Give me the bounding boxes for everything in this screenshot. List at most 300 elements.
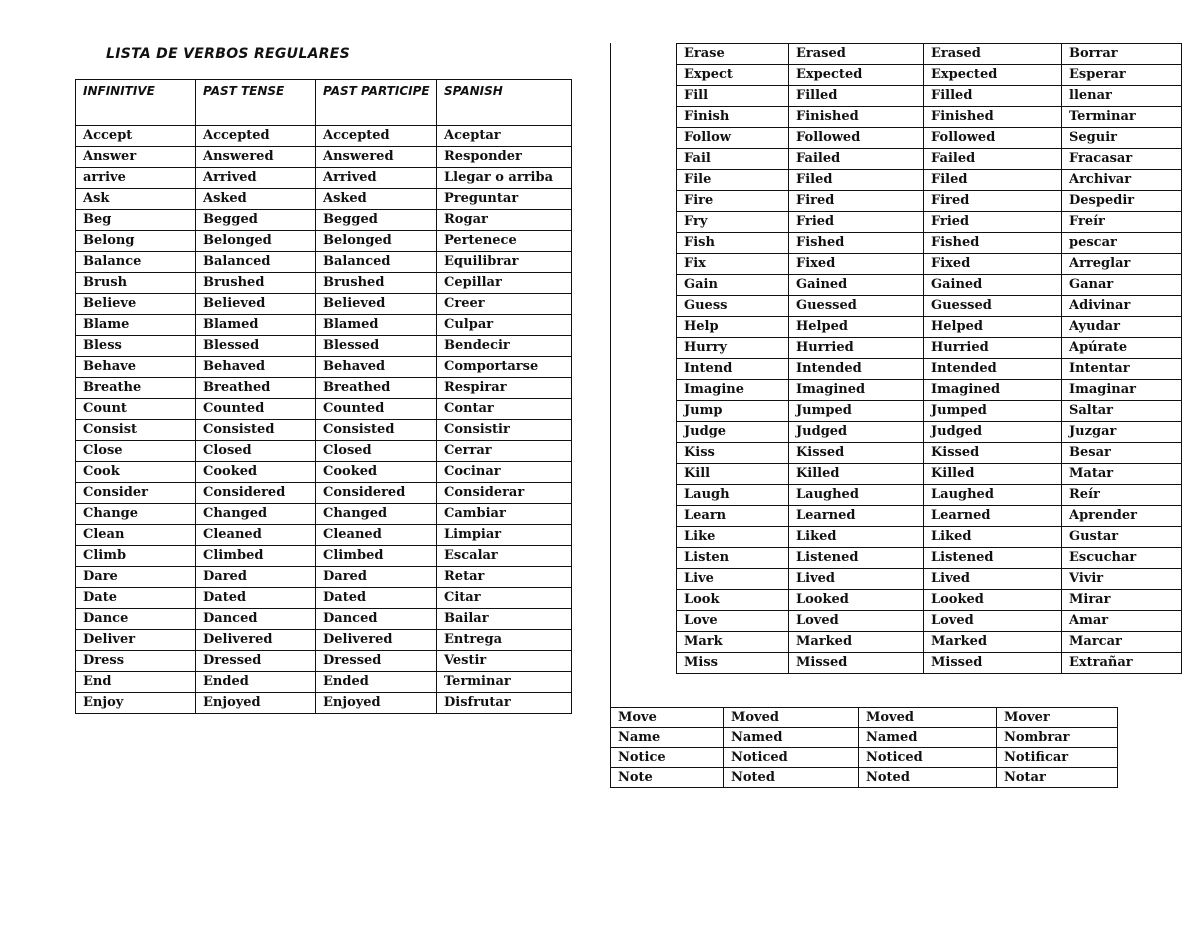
cell-infinitive: Live	[677, 569, 789, 590]
cell-infinitive: Kill	[677, 464, 789, 485]
cell-spanish: Retar	[437, 567, 572, 588]
cell-past-tense: Finished	[789, 107, 924, 128]
cell-spanish: Arreglar	[1062, 254, 1182, 275]
table-row	[76, 252, 572, 273]
cell-past-tense: Closed	[196, 441, 316, 462]
cell-past-tense: Accepted	[196, 126, 316, 147]
cell-spanish: Limpiar	[437, 525, 572, 546]
cell-past-participe: Noted	[859, 768, 997, 788]
table-row	[677, 128, 1182, 149]
table-row	[677, 317, 1182, 338]
header-row	[76, 80, 572, 126]
cell-infinitive: Dance	[76, 609, 196, 630]
cell-past-participe: Arrived	[316, 168, 437, 189]
cell-past-participe: Counted	[316, 399, 437, 420]
cell-infinitive: Hurry	[677, 338, 789, 359]
cell-spanish: Seguir	[1062, 128, 1182, 149]
table-row	[611, 708, 1118, 728]
cell-spanish: Apúrate	[1062, 338, 1182, 359]
cell-past-participe: Accepted	[316, 126, 437, 147]
cell-past-participe: Missed	[924, 653, 1062, 674]
cell-past-tense: Intended	[789, 359, 924, 380]
cell-past-participe: Cleaned	[316, 525, 437, 546]
cell-infinitive: Beg	[76, 210, 196, 231]
table-row	[76, 483, 572, 504]
cell-spanish: Saltar	[1062, 401, 1182, 422]
cell-past-participe: Kissed	[924, 443, 1062, 464]
cell-spanish: Escalar	[437, 546, 572, 567]
cell-past-tense: Changed	[196, 504, 316, 525]
cell-past-tense: Ended	[196, 672, 316, 693]
cell-infinitive: arrive	[76, 168, 196, 189]
cell-past-tense: Cleaned	[196, 525, 316, 546]
table-row	[677, 296, 1182, 317]
table-row	[76, 651, 572, 672]
cell-infinitive: Guess	[677, 296, 789, 317]
cell-past-tense: Imagined	[789, 380, 924, 401]
cell-past-tense: Followed	[789, 128, 924, 149]
cell-past-participe: Finished	[924, 107, 1062, 128]
cell-infinitive: Listen	[677, 548, 789, 569]
cell-past-tense: Killed	[789, 464, 924, 485]
cell-infinitive: Breathe	[76, 378, 196, 399]
cell-past-participe: Ended	[316, 672, 437, 693]
cell-infinitive: Follow	[677, 128, 789, 149]
table-row	[677, 359, 1182, 380]
cell-spanish: Culpar	[437, 315, 572, 336]
table-row	[611, 748, 1118, 768]
table-row	[677, 506, 1182, 527]
cell-past-tense: Failed	[789, 149, 924, 170]
cell-past-participe: Judged	[924, 422, 1062, 443]
verbs-table-right	[676, 43, 1182, 674]
cell-infinitive: Notice	[611, 748, 724, 768]
table-row	[76, 294, 572, 315]
table-row	[76, 357, 572, 378]
verbs-table-bottom	[610, 707, 1118, 788]
cell-past-participe: Fired	[924, 191, 1062, 212]
cell-spanish: pescar	[1062, 233, 1182, 254]
cell-past-participe: Moved	[859, 708, 997, 728]
cell-past-participe: Blessed	[316, 336, 437, 357]
verbs-table-left	[75, 79, 572, 714]
cell-past-tense: Asked	[196, 189, 316, 210]
cell-past-participe: Filled	[924, 86, 1062, 107]
cell-infinitive: Clean	[76, 525, 196, 546]
cell-infinitive: Brush	[76, 273, 196, 294]
cell-infinitive: Mark	[677, 632, 789, 653]
cell-past-tense: Belonged	[196, 231, 316, 252]
cell-infinitive: Learn	[677, 506, 789, 527]
cell-infinitive: Dare	[76, 567, 196, 588]
cell-past-participe: Delivered	[316, 630, 437, 651]
cell-spanish: Aprender	[1062, 506, 1182, 527]
cell-spanish: Mirar	[1062, 590, 1182, 611]
table-row	[611, 728, 1118, 748]
cell-infinitive: Blame	[76, 315, 196, 336]
cell-spanish: Notificar	[997, 748, 1118, 768]
cell-past-tense: Jumped	[789, 401, 924, 422]
table-row	[677, 590, 1182, 611]
table-row	[677, 65, 1182, 86]
cell-infinitive: Climb	[76, 546, 196, 567]
cell-past-tense: Fried	[789, 212, 924, 233]
cell-past-tense: Hurried	[789, 338, 924, 359]
cell-spanish: Terminar	[1062, 107, 1182, 128]
cell-spanish: Borrar	[1062, 44, 1182, 65]
cell-past-tense: Learned	[789, 506, 924, 527]
cell-past-participe: Helped	[924, 317, 1062, 338]
table-row	[677, 653, 1182, 674]
cell-infinitive: Fish	[677, 233, 789, 254]
cell-spanish: Creer	[437, 294, 572, 315]
cell-past-tense: Laughed	[789, 485, 924, 506]
cell-infinitive: Dress	[76, 651, 196, 672]
cell-spanish: Juzgar	[1062, 422, 1182, 443]
cell-past-tense: Named	[724, 728, 859, 748]
table-row	[677, 464, 1182, 485]
cell-past-tense: Consisted	[196, 420, 316, 441]
cell-spanish: Responder	[437, 147, 572, 168]
table-row	[677, 443, 1182, 464]
cell-spanish: Gustar	[1062, 527, 1182, 548]
cell-spanish: Marcar	[1062, 632, 1182, 653]
cell-past-tense: Believed	[196, 294, 316, 315]
cell-past-participe: Expected	[924, 65, 1062, 86]
cell-infinitive: File	[677, 170, 789, 191]
cell-past-tense: Fished	[789, 233, 924, 254]
cell-spanish: Vivir	[1062, 569, 1182, 590]
cell-infinitive: Consist	[76, 420, 196, 441]
cell-spanish: Nombrar	[997, 728, 1118, 748]
cell-infinitive: Accept	[76, 126, 196, 147]
cell-infinitive: Help	[677, 317, 789, 338]
cell-spanish: Reír	[1062, 485, 1182, 506]
cell-past-participe: Cooked	[316, 462, 437, 483]
cell-infinitive: Change	[76, 504, 196, 525]
table-row	[677, 233, 1182, 254]
cell-infinitive: Gain	[677, 275, 789, 296]
cell-infinitive: Count	[76, 399, 196, 420]
cell-spanish: llenar	[1062, 86, 1182, 107]
cell-spanish: Intentar	[1062, 359, 1182, 380]
cell-past-tense: Dated	[196, 588, 316, 609]
table-row	[677, 107, 1182, 128]
cell-infinitive: Move	[611, 708, 724, 728]
table-row	[76, 189, 572, 210]
cell-infinitive: Belong	[76, 231, 196, 252]
cell-past-participe: Followed	[924, 128, 1062, 149]
cell-spanish: Llegar o arriba	[437, 168, 572, 189]
table-row	[677, 338, 1182, 359]
column-divider	[610, 43, 611, 707]
cell-infinitive: Like	[677, 527, 789, 548]
table-row	[677, 548, 1182, 569]
cell-spanish: Ayudar	[1062, 317, 1182, 338]
table-row	[611, 768, 1118, 788]
table-row	[677, 401, 1182, 422]
cell-infinitive: Ask	[76, 189, 196, 210]
cell-infinitive: Believe	[76, 294, 196, 315]
cell-infinitive: Laugh	[677, 485, 789, 506]
cell-past-participe: Belonged	[316, 231, 437, 252]
cell-infinitive: Look	[677, 590, 789, 611]
cell-past-tense: Blessed	[196, 336, 316, 357]
cell-spanish: Pertenece	[437, 231, 572, 252]
cell-past-participe: Learned	[924, 506, 1062, 527]
page-title: LISTA DE VERBOS REGULARES	[106, 46, 351, 62]
cell-past-tense: Balanced	[196, 252, 316, 273]
cell-past-tense: Answered	[196, 147, 316, 168]
table-row	[677, 569, 1182, 590]
cell-past-tense: Fixed	[789, 254, 924, 275]
cell-infinitive: Note	[611, 768, 724, 788]
table-row	[76, 504, 572, 525]
cell-past-participe: Listened	[924, 548, 1062, 569]
table-row	[677, 632, 1182, 653]
cell-spanish: Equilibrar	[437, 252, 572, 273]
cell-spanish: Terminar	[437, 672, 572, 693]
cell-past-tense: Moved	[724, 708, 859, 728]
header-past-tense: PAST TENSE	[196, 80, 316, 126]
cell-past-tense: Breathed	[196, 378, 316, 399]
cell-past-participe: Answered	[316, 147, 437, 168]
cell-past-participe: Imagined	[924, 380, 1062, 401]
cell-past-tense: Climbed	[196, 546, 316, 567]
cell-infinitive: Date	[76, 588, 196, 609]
cell-spanish: Amar	[1062, 611, 1182, 632]
cell-past-tense: Counted	[196, 399, 316, 420]
cell-past-participe: Begged	[316, 210, 437, 231]
cell-spanish: Vestir	[437, 651, 572, 672]
cell-past-participe: Dared	[316, 567, 437, 588]
cell-spanish: Aceptar	[437, 126, 572, 147]
cell-past-participe: Looked	[924, 590, 1062, 611]
cell-past-tense: Listened	[789, 548, 924, 569]
cell-past-tense: Enjoyed	[196, 693, 316, 714]
cell-past-participe: Believed	[316, 294, 437, 315]
table-row	[76, 462, 572, 483]
table-row	[677, 485, 1182, 506]
cell-past-participe: Changed	[316, 504, 437, 525]
table-row	[677, 275, 1182, 296]
table-row	[76, 168, 572, 189]
cell-past-tense: Noted	[724, 768, 859, 788]
cell-spanish: Respirar	[437, 378, 572, 399]
cell-past-tense: Dressed	[196, 651, 316, 672]
table-row	[76, 420, 572, 441]
header-infinitive: INFINITIVE	[76, 80, 196, 126]
cell-spanish: Fracasar	[1062, 149, 1182, 170]
cell-past-participe: Failed	[924, 149, 1062, 170]
cell-past-participe: Noticed	[859, 748, 997, 768]
cell-spanish: Citar	[437, 588, 572, 609]
table-row	[677, 170, 1182, 191]
cell-spanish: Escuchar	[1062, 548, 1182, 569]
cell-past-tense: Noticed	[724, 748, 859, 768]
cell-infinitive: Name	[611, 728, 724, 748]
cell-past-participe: Lived	[924, 569, 1062, 590]
table-row	[76, 525, 572, 546]
cell-spanish: Cambiar	[437, 504, 572, 525]
cell-infinitive: Bless	[76, 336, 196, 357]
table-row	[76, 378, 572, 399]
table-row	[76, 630, 572, 651]
cell-spanish: Esperar	[1062, 65, 1182, 86]
cell-past-participe: Hurried	[924, 338, 1062, 359]
cell-past-tense: Behaved	[196, 357, 316, 378]
cell-past-tense: Delivered	[196, 630, 316, 651]
table-row	[76, 567, 572, 588]
cell-infinitive: Finish	[677, 107, 789, 128]
cell-past-tense: Expected	[789, 65, 924, 86]
table-row	[677, 86, 1182, 107]
table-row	[76, 609, 572, 630]
cell-spanish: Matar	[1062, 464, 1182, 485]
cell-past-tense: Kissed	[789, 443, 924, 464]
cell-infinitive: Close	[76, 441, 196, 462]
cell-past-tense: Danced	[196, 609, 316, 630]
table-row	[677, 527, 1182, 548]
cell-past-tense: Gained	[789, 275, 924, 296]
cell-past-tense: Filed	[789, 170, 924, 191]
cell-past-participe: Intended	[924, 359, 1062, 380]
table-row	[677, 254, 1182, 275]
table-row	[76, 546, 572, 567]
table-row	[76, 231, 572, 252]
cell-past-participe: Liked	[924, 527, 1062, 548]
cell-infinitive: Kiss	[677, 443, 789, 464]
cell-infinitive: Cook	[76, 462, 196, 483]
cell-infinitive: Miss	[677, 653, 789, 674]
cell-spanish: Ganar	[1062, 275, 1182, 296]
cell-past-participe: Balanced	[316, 252, 437, 273]
cell-past-participe: Gained	[924, 275, 1062, 296]
cell-past-tense: Liked	[789, 527, 924, 548]
cell-past-participe: Guessed	[924, 296, 1062, 317]
cell-past-participe: Behaved	[316, 357, 437, 378]
table-row	[76, 336, 572, 357]
cell-spanish: Considerar	[437, 483, 572, 504]
cell-spanish: Bendecir	[437, 336, 572, 357]
cell-past-tense: Cooked	[196, 462, 316, 483]
cell-infinitive: Love	[677, 611, 789, 632]
cell-infinitive: Fry	[677, 212, 789, 233]
table-row	[76, 441, 572, 462]
cell-spanish: Imaginar	[1062, 380, 1182, 401]
cell-past-participe: Marked	[924, 632, 1062, 653]
cell-past-participe: Consisted	[316, 420, 437, 441]
cell-spanish: Mover	[997, 708, 1118, 728]
table-row	[677, 44, 1182, 65]
cell-past-participe: Breathed	[316, 378, 437, 399]
cell-spanish: Consistir	[437, 420, 572, 441]
cell-spanish: Rogar	[437, 210, 572, 231]
cell-spanish: Extrañar	[1062, 653, 1182, 674]
table-row	[76, 273, 572, 294]
cell-past-tense: Filled	[789, 86, 924, 107]
cell-infinitive: Judge	[677, 422, 789, 443]
table-row	[76, 672, 572, 693]
cell-spanish: Archivar	[1062, 170, 1182, 191]
cell-past-tense: Arrived	[196, 168, 316, 189]
cell-spanish: Preguntar	[437, 189, 572, 210]
cell-past-tense: Lived	[789, 569, 924, 590]
cell-infinitive: Fix	[677, 254, 789, 275]
cell-past-tense: Begged	[196, 210, 316, 231]
cell-infinitive: Balance	[76, 252, 196, 273]
cell-past-tense: Erased	[789, 44, 924, 65]
cell-past-participe: Dated	[316, 588, 437, 609]
cell-past-participe: Laughed	[924, 485, 1062, 506]
cell-spanish: Cerrar	[437, 441, 572, 462]
cell-past-tense: Guessed	[789, 296, 924, 317]
cell-past-tense: Marked	[789, 632, 924, 653]
cell-past-participe: Climbed	[316, 546, 437, 567]
cell-spanish: Besar	[1062, 443, 1182, 464]
cell-infinitive: Behave	[76, 357, 196, 378]
cell-past-participe: Filed	[924, 170, 1062, 191]
cell-infinitive: Fill	[677, 86, 789, 107]
cell-past-participe: Closed	[316, 441, 437, 462]
cell-past-tense: Brushed	[196, 273, 316, 294]
cell-past-participe: Asked	[316, 189, 437, 210]
cell-spanish: Comportarse	[437, 357, 572, 378]
cell-past-participe: Fished	[924, 233, 1062, 254]
cell-infinitive: Enjoy	[76, 693, 196, 714]
cell-infinitive: Expect	[677, 65, 789, 86]
cell-past-participe: Considered	[316, 483, 437, 504]
table-row	[76, 210, 572, 231]
cell-past-tense: Helped	[789, 317, 924, 338]
cell-infinitive: Deliver	[76, 630, 196, 651]
cell-past-participe: Brushed	[316, 273, 437, 294]
cell-past-tense: Considered	[196, 483, 316, 504]
cell-spanish: Bailar	[437, 609, 572, 630]
cell-past-tense: Blamed	[196, 315, 316, 336]
cell-infinitive: Intend	[677, 359, 789, 380]
cell-past-participe: Fixed	[924, 254, 1062, 275]
table-row	[677, 149, 1182, 170]
cell-infinitive: End	[76, 672, 196, 693]
cell-spanish: Disfrutar	[437, 693, 572, 714]
table-row	[76, 399, 572, 420]
cell-past-participe: Danced	[316, 609, 437, 630]
cell-past-participe: Jumped	[924, 401, 1062, 422]
cell-past-participe: Killed	[924, 464, 1062, 485]
cell-infinitive: Imagine	[677, 380, 789, 401]
cell-past-participe: Blamed	[316, 315, 437, 336]
cell-infinitive: Consider	[76, 483, 196, 504]
cell-spanish: Cepillar	[437, 273, 572, 294]
cell-past-participe: Enjoyed	[316, 693, 437, 714]
table-row	[677, 380, 1182, 401]
table-row	[677, 191, 1182, 212]
table-row	[76, 315, 572, 336]
header-past-participe: PAST PARTICIPE	[316, 80, 437, 126]
cell-infinitive: Answer	[76, 147, 196, 168]
cell-past-participe: Erased	[924, 44, 1062, 65]
cell-past-tense: Dared	[196, 567, 316, 588]
cell-spanish: Entrega	[437, 630, 572, 651]
cell-spanish: Adivinar	[1062, 296, 1182, 317]
cell-spanish: Despedir	[1062, 191, 1182, 212]
table-row	[76, 588, 572, 609]
table-row	[76, 147, 572, 168]
cell-past-tense: Missed	[789, 653, 924, 674]
cell-infinitive: Erase	[677, 44, 789, 65]
cell-spanish: Cocinar	[437, 462, 572, 483]
